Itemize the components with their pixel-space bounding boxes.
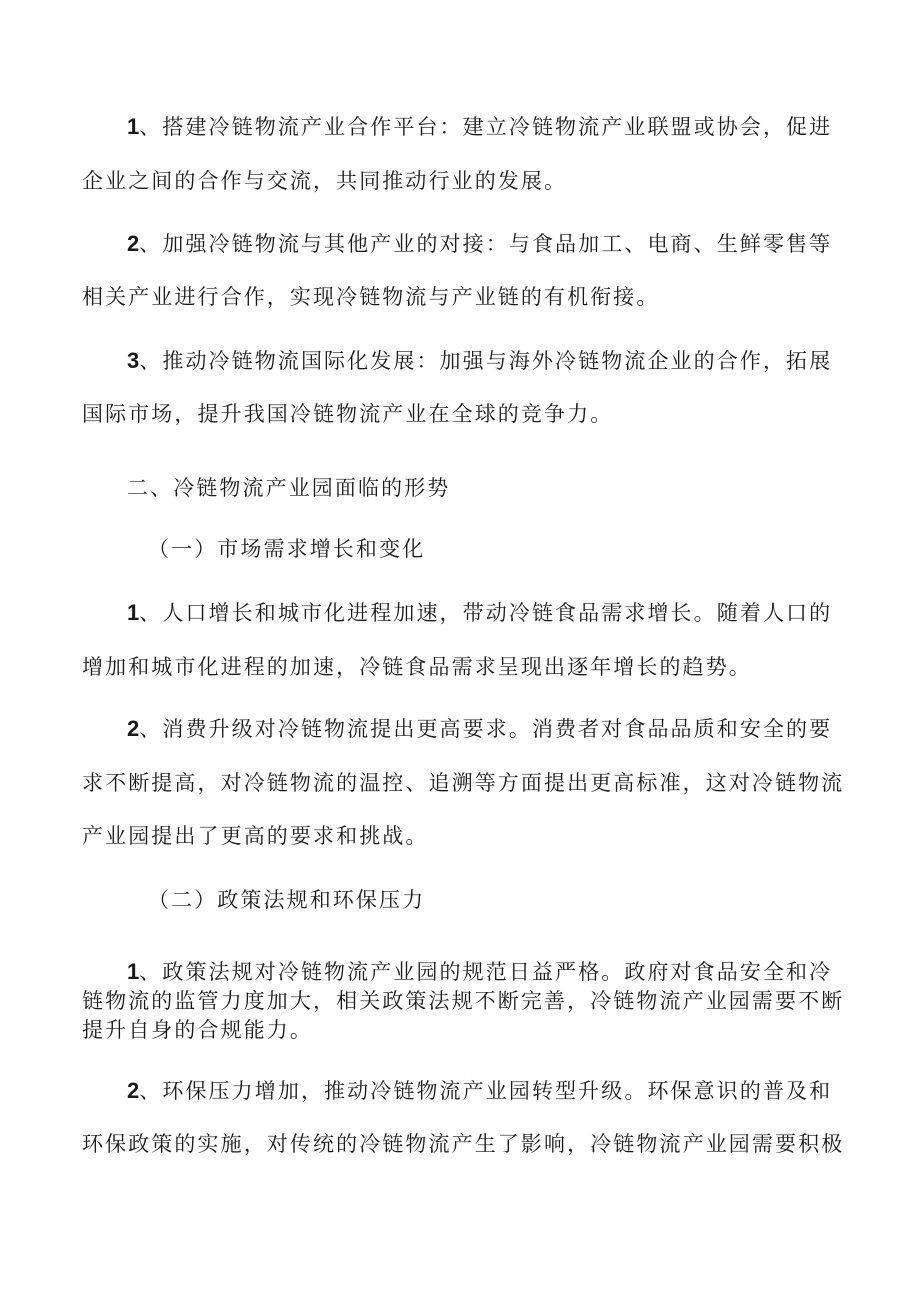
paragraph-6-line-1 xyxy=(127,958,842,986)
list-number: 2 xyxy=(127,716,140,741)
list-number: 1 xyxy=(127,114,140,139)
paragraph-3-line-2: 国际市场，提升我国冷链物流产业在全球的竞争力。 xyxy=(82,402,614,426)
paragraph-5-line-3: 产业园提出了更高的要求和挑战。 xyxy=(82,824,429,848)
paragraph-5-line-2: 求不断提高，对冷链物流的温控、追溯等方面提出更高标准，这对冷链物流 xyxy=(82,771,845,795)
paragraph-6-line-2: 链物流的监管力度加大，相关政策法规不断完善，冷链物流产业园需要不断 xyxy=(82,989,845,1013)
list-number: 2 xyxy=(127,1078,140,1103)
paragraph-1-line-2: 企业之间的合作与交流，共同推动行业的发展。 xyxy=(82,169,568,193)
paragraph-text: 、环保压力增加，推动冷链物流产业园转型升级。环保意识的普及和 xyxy=(139,1079,833,1103)
paragraph-7-line-2: 环保政策的实施，对传统的冷链物流产生了影响，冷链物流产业园需要积极 xyxy=(82,1132,845,1156)
paragraph-text: 、消费升级对冷链物流提出更高要求。消费者对食品品质和安全的要 xyxy=(139,717,833,741)
paragraph-3-line-1 xyxy=(127,347,842,375)
list-number: 1 xyxy=(127,959,140,984)
paragraph-text: 、推动冷链物流国际化发展：加强与海外冷链物流企业的合作，拓展 xyxy=(139,349,833,373)
paragraph-text: 、政策法规对冷链物流产业园的规范日益严格。政府对食品安全和冷 xyxy=(139,960,833,984)
subsection-heading-2: （二）政策法规和环保压力 xyxy=(148,888,426,912)
list-number: 1 xyxy=(127,600,140,625)
paragraph-text: 、加强冷链物流与其他产业的对接：与食品加工、电商、生鲜零售等 xyxy=(139,232,833,256)
paragraph-4-line-2: 增加和城市化进程的加速，冷链食品需求呈现出逐年增长的趋势。 xyxy=(82,655,752,679)
paragraph-text: 、人口增长和城市化进程加速，带动冷链食品需求增长。随着人口的 xyxy=(139,601,833,625)
paragraph-2-line-1 xyxy=(127,230,842,258)
paragraph-1-line-1 xyxy=(127,113,842,141)
section-heading: 二、冷链物流产业园面临的形势 xyxy=(127,476,451,500)
paragraph-2-line-2: 相关产业进行合作，实现冷链物流与产业链的有机衔接。 xyxy=(82,285,660,309)
paragraph-6-line-3: 提升自身的合规能力。 xyxy=(82,1018,313,1042)
subsection-heading-1: （一）市场需求增长和变化 xyxy=(148,537,426,561)
paragraph-7-line-1 xyxy=(127,1077,842,1105)
paragraph-4-line-1 xyxy=(127,599,842,627)
list-number: 3 xyxy=(127,348,140,373)
list-number: 2 xyxy=(127,231,140,256)
paragraph-text: 、搭建冷链物流产业合作平台：建立冷链物流产业联盟或协会，促进 xyxy=(139,115,833,139)
paragraph-5-line-1 xyxy=(127,715,842,743)
